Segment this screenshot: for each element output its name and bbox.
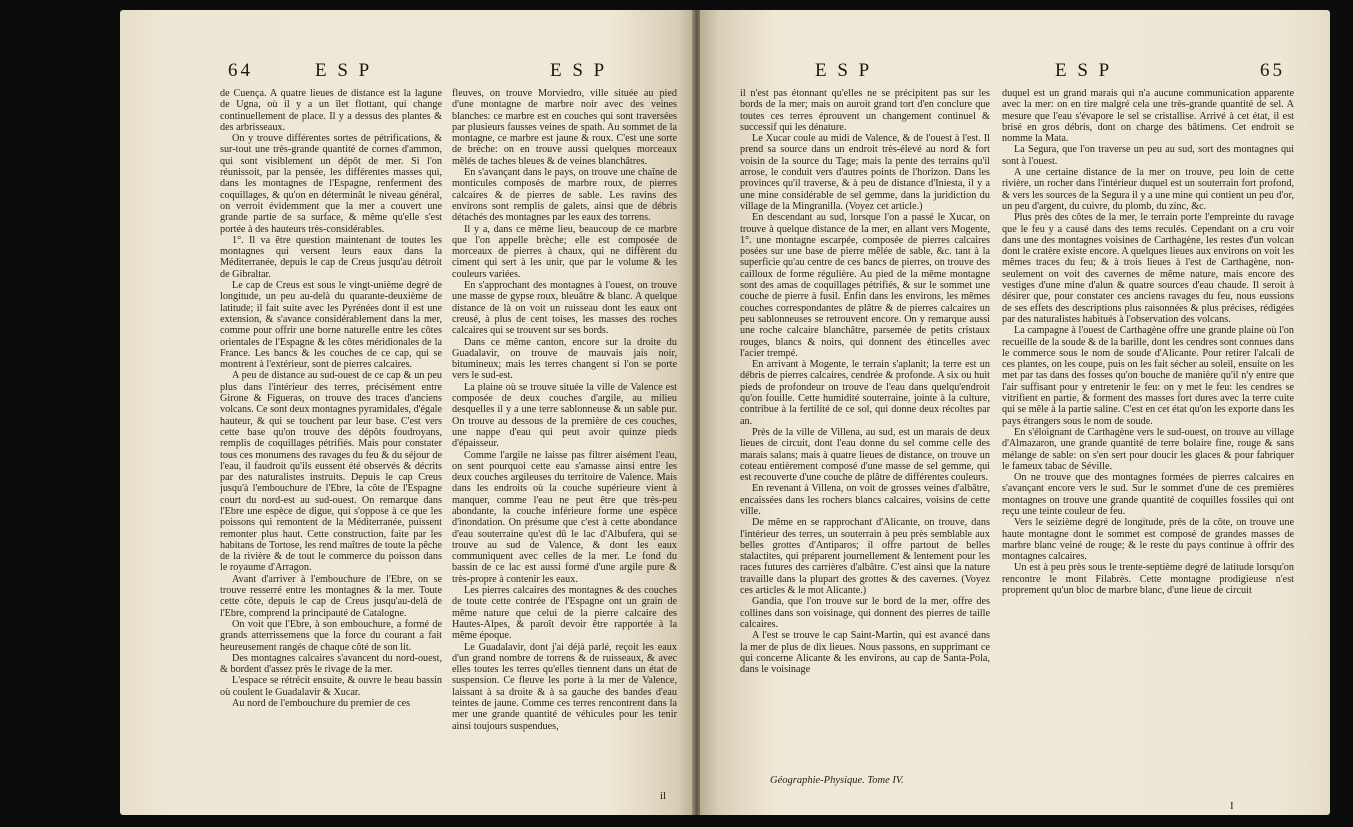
right-header-col1: E S P	[815, 60, 873, 81]
paragraph: Il y a, dans ce même lieu, beaucoup de ce marbre que l'on appelle brèche; elle est composée de morceaux de pierres à chaux, qui ne diffèrent du ciment qui sert à les unir, que par le volume & les couleurs variées.	[452, 223, 677, 280]
paragraph: duquel est un grand marais qui n'a aucune communication apparente avec la mer: on en tire malgré cela une très-grande quantité de sel. A mesure que l'eau s'évapore le sel se cristallise. Arrivé à cet état, il est brisé en gros débris, dont on charge des bâtimens. Cet endroit se nomme la Mata.	[1002, 88, 1294, 145]
paragraph: La Segura, que l'on traverse un peu au sud, sort des montagnes qui sont à l'ouest.	[1002, 144, 1294, 167]
paragraph: A l'est se trouve le cap Saint-Martin, qui est avancé dans la mer de plus de dix lieues. Nous passons, en supprimant ce qui concerne Alicante & les environs, au cap de Santa-Pola, dans le voisinage	[740, 630, 990, 676]
right-page-number: 65	[1260, 60, 1285, 81]
paragraph: Plus près des côtes de la mer, le terrain porte l'empreinte du ravage que le feu y a causé dans des tems reculés. Cependant on a cru voir dans une des montagnes voisines de Carthagène, les restes d'un volcan dont le cratère existe encore. A quelques lieues aux environs on voit les mêmes traces du feu; & à trois lieues à l'est de Carthagène, non-seulement on voit des cavernes de même nature, mais encore des vestiges d'une mine d'alun & quatre sources d'eau chaude. Il seroit à désirer que, pour constater ces anciens ravages du feu, nous eussions de ses effets des descriptions plus raisonnées & plus précises, rédigées par des naturalistes habitués à l'observation des volcans.	[1002, 212, 1294, 325]
paragraph: Dans ce même canton, encore sur la droite du Guadalavir, on trouve de mauvais jais noir, bitumineux; mais les terres changent si l'on se porte vers le sud-est.	[452, 336, 677, 382]
paragraph: On voit que l'Ebre, à son embouchure, a formé de grands atterrissemens que la force du courant a fait heureusement rangés de chaque côté de son lit.	[220, 618, 442, 653]
right-header-col2: E S P	[1055, 60, 1113, 81]
paragraph: A une certaine distance de la mer on trouve, peu loin de cette rivière, un rocher dans l'intérieur duquel est un souterrain fort profond, & vers les sources de la Segura il y a une mine qui contient un peu d'or, un peu d'argent, du cuivre, du plomb, du zinc, &c.	[1002, 167, 1294, 212]
paragraph: En s'éloignant de Carthagène vers le sud-ouest, on trouve au village d'Almazaron, une grande quantité de terre bolaire fine, rouge & sans mélange de sable: on s'en sert pour doucir les glaces & pour fabriquer le fameux tabac de Séville.	[1002, 426, 1294, 472]
paragraph: fleuves, on trouve Morviedro, ville située au pied d'une montagne de marbre noir avec des veines blanches: ce marbre est en couches qui sont traversées par plusieurs fausses veines de spath. Au sommet de la montagne, ce marbre est jaune & roux. C'est une sorte de brèche: on en trouve aussi quelques morceaux mêlés de taches bleues & de veines blanchâtres.	[452, 88, 677, 167]
paragraph: En descendant au sud, lorsque l'on a passé le Xucar, on trouve à quelque distance de la mer, en allant vers Mogente, 1°. une montagne escarpée, composée de pierres calcaires posées sur une base de pierre mêlée de sable, &c. tant à la superficie qu'au centre de ces bancs de pierres, on trouve des cailloux de forme régulière. Au pied de la même montagne sont des amas de coquillages pétrifiés, & sur le sommet une couche de pierre à fusil. Enfin dans les environs, les mêmes couches correspondantes de plâtre & de pierres calcaires un peu sablonneuses se retrouvent encore. On y remarque aussi une roche calcaire blanchâtre, parsemée de petits cristaux rouges, blancs & noirs, qui donnent des étincelles avec l'acier trempé.	[740, 212, 990, 359]
paragraph: Gandia, que l'on trouve sur le bord de la mer, offre des collines dans son voisinage, qui donnent des pierres de taille calcaires.	[740, 596, 990, 630]
paragraph: de Cuença. A quatre lieues de distance est la lagune de Ugna, où il y a un îlet flottant, qui change continuellement de place. Il y a dessus des plantes & des arbrisseaux.	[220, 88, 442, 133]
paragraph: Au nord de l'embouchure du premier de ces	[232, 698, 411, 710]
paragraph: Comme l'argile ne laisse pas filtrer aisément l'eau, on sent pourquoi cette eau s'amasse ainsi entre les deux couches argileuses du territoire de Valence. Mais dans les endroits où la couche supérieure vient à manquer, comme l'eau ne peut être que très-peu abondante, la couche inférieure forme une espèce d'inondation. On présume que c'est à cette abondance d'eau souterraine qu'est dû le lac d'Albufera, qui se trouve au sud de Valence, & dont les eaux communiquent avec celles de la mer. Le fond du bassin de ce lac est aussi formé d'une argile pure & très-propre à contenir les eaux.	[452, 449, 677, 585]
left-page-number: 64	[228, 60, 253, 81]
paragraph: Près de la ville de Villena, au sud, est un marais de deux lieues de circuit, dont l'eau donne du sel comme celle des marais salans; mais à quatre lieues de distance, on trouve un coteau entièrement composé d'une masse de sel gemme, qui est recouverte d'une couche de plâtre de différentes couleurs.	[740, 426, 990, 484]
left-column-2	[452, 88, 677, 788]
paragraph: En arrivant à Mogente, le terrain s'aplanit; la terre est un débris de pierres calcaires, cendrée & profonde. A six ou huit pieds de profondeur on trouve de l'eau dans quelqu'endroit qu'on fouille. Cette humidité souterraine, jointe à la culture, contribue à la fertilité de ce sol, qui donne deux récoltes par an.	[740, 359, 990, 427]
left-header-col1: E S P	[315, 60, 373, 81]
paragraph: En revenant à Villena, on voit de grosses veines d'albâtre, encaissées dans les rochers blancs calcaires, voisins de cette ville.	[740, 483, 990, 517]
right-column-2	[1002, 88, 1294, 788]
paragraph: La campagne à l'ouest de Carthagène offre une grande plaine où l'on recueille de la soude & de la barille, dont les cendres sont connues dans le commerce sous le nom de soude d'Alicante. Pour retirer l'alcali de ces plantes, on les coupe, puis on les fait sécher au soleil, ensuite on les met par tas dans des fosses qu'on bouche de manière qu'il n'y entre que l'air suffisant pour y entretenir le feu: on y met le feu: les cendres se vitrifient en partie, & forment des masses fort dures avec la terre cuite qui se mêle à la partie saline. C'est en cet état qu'on les exporte dans les pays étrangers sous le nom de soude.	[1002, 325, 1294, 427]
catchword: il	[660, 790, 667, 802]
paragraph: Le cap de Creus est sous le vingt-unième degré de longitude, un peu au-delà du quarante-deuxième de latitude; il fait suite avec les Pyrénées dont il est une extension, & s'avance considérablement dans la mer, comme pour offrir une borne naturelle entre les côtes orientales de l'Espagne & les côtes méridionales de la France. Les bancs & les couches de ce cap, qui se montrent à l'extérieur, sont de pierres calcaires.	[220, 280, 442, 371]
left-page	[120, 10, 695, 815]
paragraph: La plaine où se trouve située la ville de Valence est composée de deux couches d'argile, au milieu desquelles il y a une terre sablonneuse & un sable pur. On trouve au dessous de la première de ces couches, une nappe d'eau qui peut avoir quinze pieds d'épaisseur.	[452, 381, 677, 450]
paragraph: Le Guadalavir, dont j'ai déjà parlé, reçoit les eaux d'un grand nombre de torrens & de ruisseaux, & avec elles toutes les terres qu'elles tiennent dans un état de suspension. Ce fleuve les porte à la mer de Valence, laissant à sa droite & à sa gauche des bandes d'eau teintes de jaune. Comme ces terres rencontrent dans la mer une grande quantité de véhicules pour les tenir ainsi toujours suspendues,	[452, 641, 677, 732]
paragraph: On ne trouve que des montagnes formées de pierres calcaires en s'avançant encore vers le sud. Sur le sommet d'une de ces premières montagnes on trouve une grande quantité de coquilles fossiles qui ont reçu une teinte couleur de feu.	[1002, 472, 1294, 517]
paragraph: il n'est pas étonnant qu'elles ne se précipitent pas sur les bords de la mer; mais on auroit grand tort d'en conclure que toutes ces terres éprouvent un changement continuel & successif qui les dénature.	[740, 88, 990, 133]
paragraph: Le Xucar coule au midi de Valence, & de l'ouest à l'est. Il prend sa source dans un endroit très-élevé au nord & fort voisin de la source du Tage; mais la pente des terrains qu'il arrose, le conduit vers d'autres points de l'horizon. Dans les provinces qu'il traverse, & à peu de distance d'Iniesta, il y a une mine considérable de sel gemme, dans la juridiction du village de la Mingranilla. (Voyez cet article.)	[740, 133, 990, 212]
paragraph: Des montagnes calcaires s'avancent du nord-ouest, & bordent d'assez près le rivage de la mer.	[220, 652, 442, 676]
paragraph: L'espace se rétrécit ensuite, & ouvre le beau bassin où coulent le Guadalavir & Xucar.	[220, 675, 442, 698]
signature-mark: I	[1230, 800, 1234, 812]
page-footer: Géographie-Physique. Tome IV.	[770, 775, 904, 786]
paragraph: En s'avançant dans le pays, on trouve une chaîne de monticules composés de marbre roux, de pierres calcaires & de pierres de sable. Les ravins des environs sont remplis de galets, ainsi que de débris détachés des montagnes par les eaux des torrens.	[452, 167, 677, 224]
paragraph: Vers le seizième degré de longitude, près de la côte, on trouve une haute montagne dont le sommet est composé de grandes masses de marbre blanc veiné de rouge; & le reste du pays continue à offrir des montagnes calcaires.	[1002, 517, 1294, 563]
paragraph: 1°. Il va être question maintenant de toutes les montagnes qui versent leurs eaux dans la Méditerranée, depuis le cap de Creus jusqu'au détroit de Gibraltar.	[220, 234, 442, 280]
paragraph: Avant d'arriver à l'embouchure de l'Ebre, on se trouve resserré entre les montagnes & la mer. Toute cette côte, depuis le cap de Creus jusqu'au-delà de l'Ebre, comprend la principauté de Catalogne.	[220, 573, 442, 619]
paragraph: Un est à peu près sous le trente-septième degré de latitude lorsqu'on rencontre le mont Filabrès. Cette montagne prodigieuse n'est proprement qu'un bloc de marbre blanc, d'une lieue de circuit	[1002, 562, 1294, 597]
paragraph: On y trouve différentes sortes de pétrifications, & sur-tout une très-grande quantité de cornes d'ammon, qui sont visiblement un dépôt de mer. Si l'on réunissoit, par la pensée, les différentes masses qui, dans les montagnes de l'Espagne, renferment des coquillages, & qu'on en déterminât le niveau général, on verroit évidemment que la mer a couvert une grande partie de sa surface, & même qu'elle s'est portée à des hauteurs très-considérables.	[220, 133, 442, 235]
left-column-1	[220, 88, 442, 788]
right-page	[700, 10, 1330, 815]
left-header-col2: E S P	[550, 60, 608, 81]
paragraph: En s'approchant des montagnes à l'ouest, on trouve une masse de gypse roux, bleuâtre & blanc. A quelque distance de là on voit un ruisseau dont les eaux ont creusé, à plus de cent toises, les masses des roches calcaires qui se trouvent sur ses bords.	[452, 280, 677, 337]
right-column-1	[740, 88, 990, 768]
paragraph: Les pierres calcaires des montagnes & des couches de toute cette contrée de l'Espagne ont un grain de même nature que celui de la pierre calcaire des Hautes-Alpes, & paroît devoir être rapportée à la même époque.	[452, 585, 677, 642]
paragraph: De même en se rapprochant d'Alicante, on trouve, dans l'intérieur des terres, un souterrain à peu près semblable aux belles grottes d'Antiparos; il offre partout de belles stalactites, qui préparent journellement & lentement pour les races futures des carrières d'albâtre. C'est ainsi que la nature travaille dans la plupart des grottes & des cavernes. (Voyez ces articles & le mot Alicante.)	[740, 517, 990, 597]
open-book	[120, 10, 1330, 815]
paragraph: A peu de distance au sud-ouest de ce cap & un peu plus dans l'intérieur des terres, précisément entre Girone & Figueras, on trouve des traces d'anciens volcans. Ce sont deux montagnes pyramidales, d'égale hauteur, & qui se touchent par leur base. C'est vers cette base qu'on trouve des dépôts foudroyans, remplis de coquillages pétrifiés. Mais pour constater tous ces monumens des ravages du feu & du séjour de l'eau, il faudroit qu'ils eussent été observés & décrits par des naturalistes instruits. Depuis le cap Creus jusqu'à l'embouchure de l'Ebre, la côte de l'Espagne court du nord-est au sud-ouest. On remarque dans l'Ebre une espèce de digue, qui s'oppose à ce que les poissons qui remontent de la Méditerranée, puissent remonter plus haut. Cette construction, faite par les habitans de Tortose, les rend maîtres de toute la pêche de la rivière & de tout le commerce du poisson dans le royaume d'Arragon.	[220, 370, 442, 574]
